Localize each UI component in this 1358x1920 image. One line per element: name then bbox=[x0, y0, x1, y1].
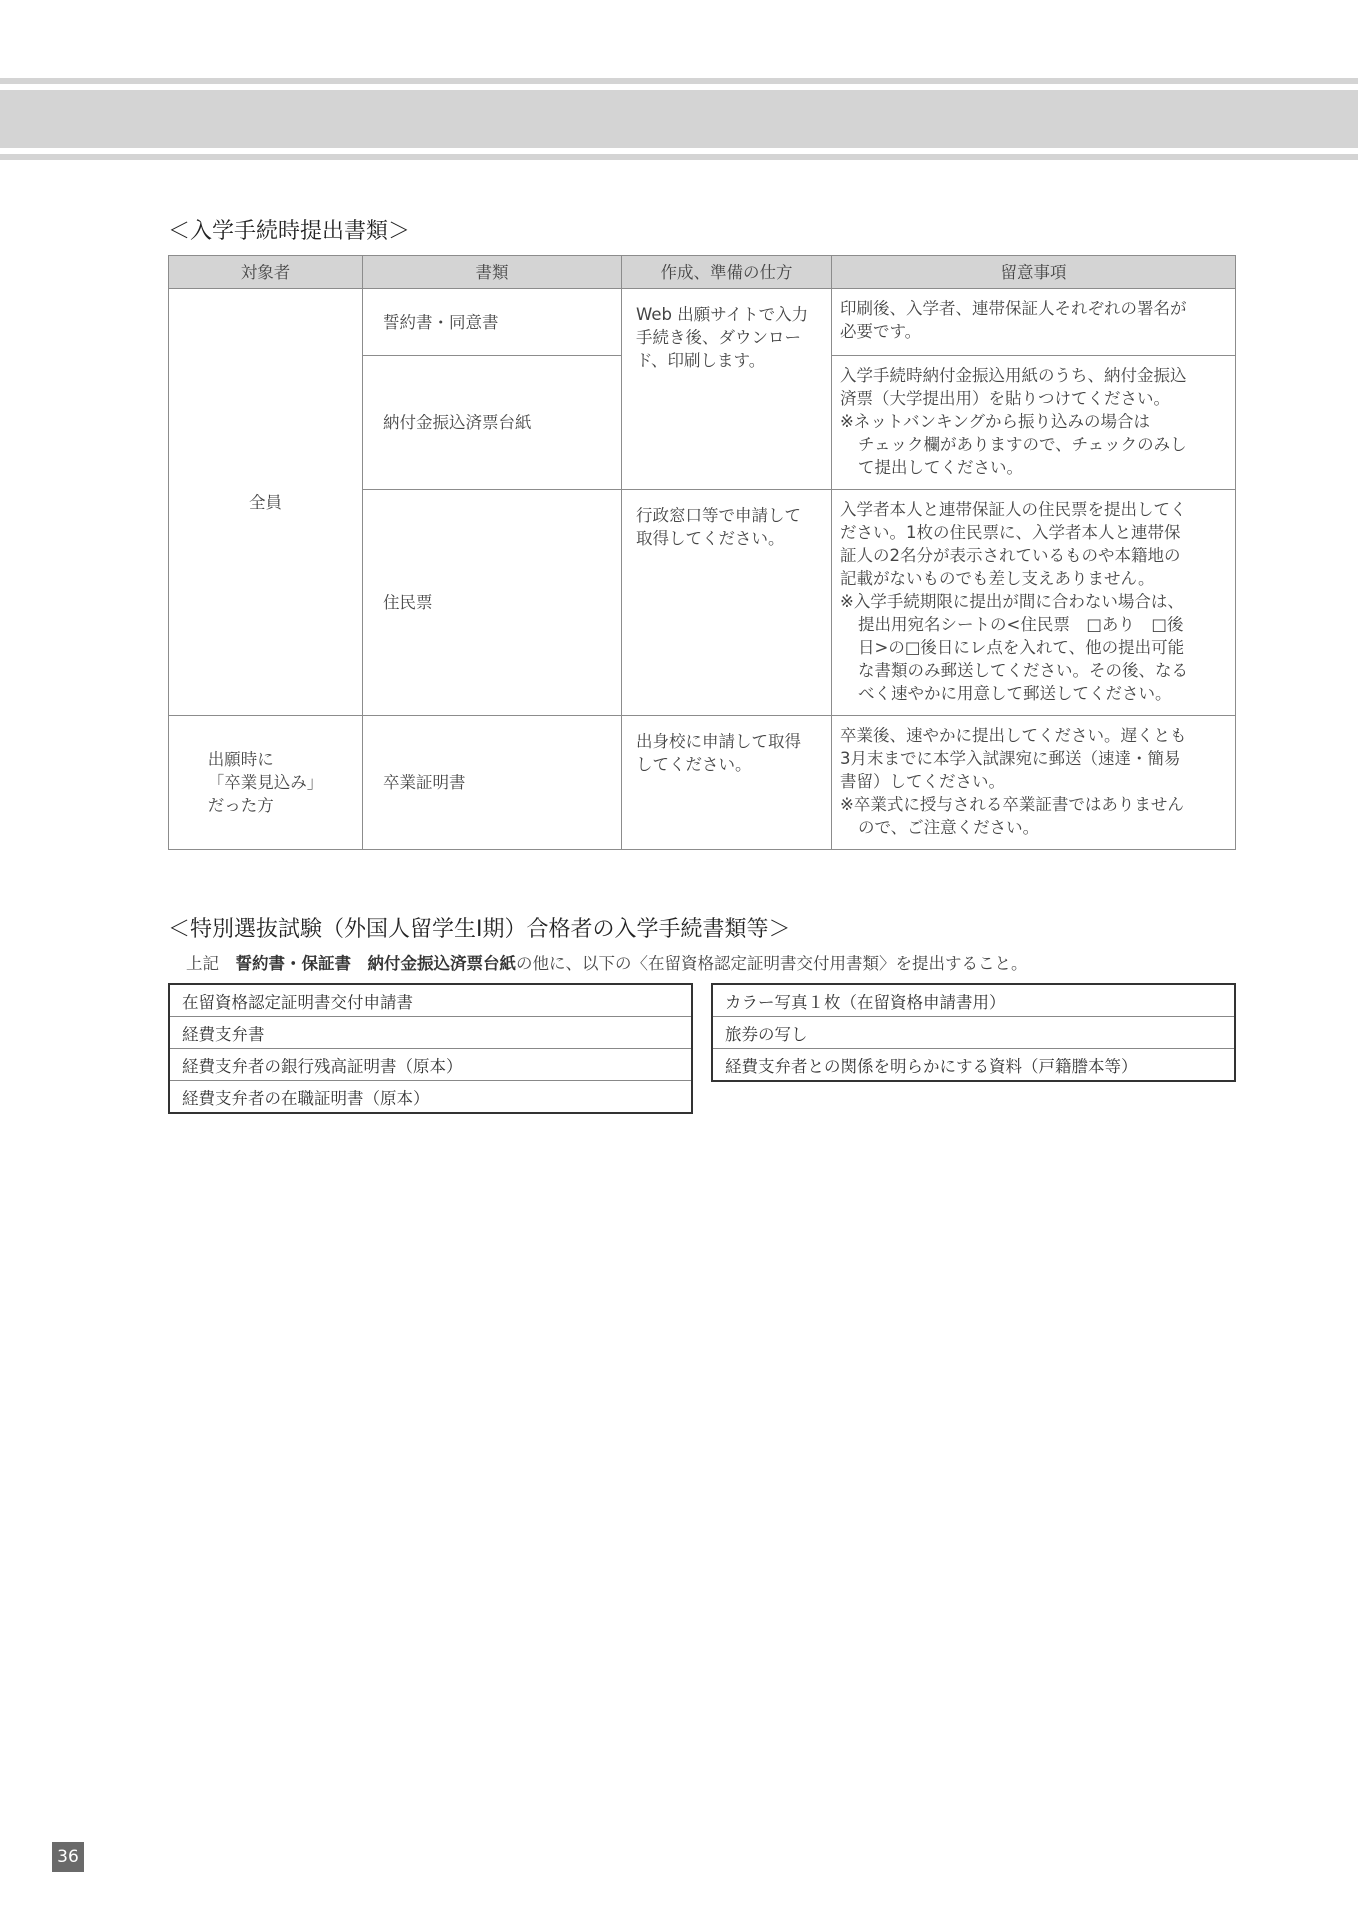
doc-receipt: 納付金振込済票台紙 bbox=[363, 356, 622, 490]
note-residence: 入学者本人と連帯保証人の住民票を提出してく ださい。1枚の住民票に、入学者本人と連帯保 証人の2名分が表示されているものや本籍地の 記載がないものでも差し支えありません。 ※入学手続期限に提出が間に合わない場合は、 提出用宛名シートの<住民票 □あり □後 日>の□後日にレ点を入れて、他の提出可能 な書類のみ郵送してください。その後、なる べく速やかに用意して郵送してください。 bbox=[832, 490, 1236, 716]
list-item: 経費支弁者の銀行残高証明書（原本） bbox=[169, 1049, 692, 1081]
section-title-international: ＜特別選抜試験（外国人留学生Ⅰ期）合格者の入学手続書類等＞ bbox=[168, 917, 791, 942]
header-stripe-bottom bbox=[0, 154, 1358, 160]
additional-docs-note: 上記 誓約書・保証書 納付金振込済票台紙の他に、以下の〈在留資格認定証明書交付用書類〉を提出すること。 bbox=[186, 954, 1028, 973]
visa-docs-list-left bbox=[168, 983, 693, 1114]
header-notes: 留意事項 bbox=[832, 256, 1236, 289]
list-item: 経費支弁者との関係を明らかにする資料（戸籍謄本等） bbox=[712, 1049, 1235, 1082]
table-header-row bbox=[169, 256, 1236, 289]
note-pledge: 印刷後、入学者、連帯保証人それぞれの署名が 必要です。 bbox=[832, 289, 1236, 356]
doc-pledge: 誓約書・同意書 bbox=[363, 289, 622, 356]
header-band bbox=[0, 90, 1358, 148]
table-row bbox=[169, 289, 1236, 356]
list-item: 旅券の写し bbox=[712, 1017, 1235, 1049]
doc-residence: 住民票 bbox=[363, 490, 622, 716]
prep-web: Web 出願サイトで入力 手続き後、ダウンロー ド、印刷します。 bbox=[622, 289, 832, 490]
header-stripe-top bbox=[0, 78, 1358, 84]
target-all: 全員 bbox=[169, 289, 363, 716]
list-item: カラー写真１枚（在留資格申請書用） bbox=[712, 984, 1235, 1017]
note-receipt: 入学手続時納付金振込用紙のうち、納付金振込 済票（大学提出用）を貼りつけてください。 ※ネットバンキングから振り込みの場合は チェック欄がありますので、チェックのみし て提出してください。 bbox=[832, 356, 1236, 490]
header-document: 書類 bbox=[363, 256, 622, 289]
list-item: 在留資格認定証明書交付申請書 bbox=[169, 984, 692, 1017]
doc-graduation: 卒業証明書 bbox=[363, 716, 622, 850]
page-number: 36 bbox=[52, 1842, 84, 1872]
prep-office: 行政窓口等で申請して 取得してください。 bbox=[622, 490, 832, 716]
header-preparation: 作成、準備の仕方 bbox=[622, 256, 832, 289]
admission-documents-table bbox=[168, 255, 1236, 850]
target-graduating: 出願時に 「卒業見込み」 だった方 bbox=[169, 716, 363, 850]
header-target: 対象者 bbox=[169, 256, 363, 289]
table-row bbox=[169, 716, 1236, 850]
note-graduation: 卒業後、速やかに提出してください。遅くとも 3月末までに本学入試課宛に郵送（速達・簡易 書留）してください。 ※卒業式に授与される卒業証書ではありません ので、ご注意ください。 bbox=[832, 716, 1236, 850]
list-item: 経費支弁者の在職証明書（原本） bbox=[169, 1081, 692, 1114]
visa-docs-list-right bbox=[711, 983, 1236, 1082]
section-title-admission-docs: ＜入学手続時提出書類＞ bbox=[168, 219, 411, 244]
prep-school: 出身校に申請して取得 してください。 bbox=[622, 716, 832, 850]
list-item: 経費支弁書 bbox=[169, 1017, 692, 1049]
